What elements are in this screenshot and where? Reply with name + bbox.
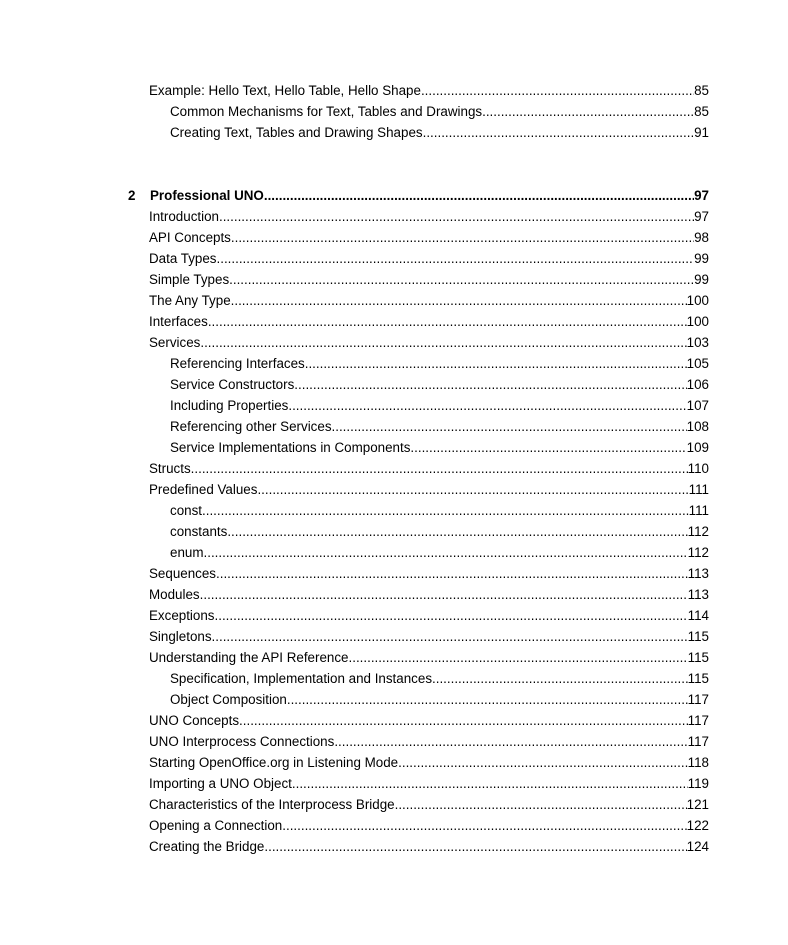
toc-entry[interactable] [0,689,709,710]
dot-leader [217,248,695,269]
toc-entry-page-number: 108 [686,419,709,434]
toc-entry-title: Simple Types [149,272,230,287]
toc-entry[interactable] [0,500,709,521]
toc-entry[interactable] [0,731,709,752]
toc-entry-title: Creating Text, Tables and Drawing Shapes [170,125,423,140]
dot-leader [231,227,694,248]
toc-entry-title: Predefined Values [149,482,258,497]
toc-entry-title: enum [170,545,204,560]
toc-entry-page-number: 97 [694,209,709,224]
toc-entry-title: Creating the Bridge [149,839,265,854]
dot-leader [395,794,687,815]
toc-entry[interactable] [0,563,709,584]
dot-leader [398,752,688,773]
dot-leader [410,437,686,458]
dot-leader [202,500,689,521]
section-gap [0,143,788,185]
dot-leader [239,710,688,731]
toc-entry-title: UNO Interprocess Connections [149,734,335,749]
toc-entry-page-number: 100 [686,293,709,308]
toc-top-section [0,80,788,143]
toc-entry-page-number: 122 [686,818,709,833]
toc-entry-title: Importing a UNO Object [149,776,292,791]
toc-entry-title: Sequences [149,566,217,581]
dot-leader [257,479,688,500]
toc-entry-page-number: 110 [687,461,709,476]
dot-leader [288,395,686,416]
dot-leader [191,458,688,479]
dot-leader [204,542,688,563]
toc-entry[interactable] [0,395,709,416]
dot-leader [264,185,694,206]
toc-entry[interactable] [0,773,709,794]
toc-entry[interactable] [0,542,709,563]
toc-entry[interactable] [0,458,709,479]
toc-entry-title: The Any Type [149,293,231,308]
toc-entry-title: Including Properties [170,398,289,413]
toc-entry-page-number: 117 [687,713,709,728]
toc-entry[interactable] [0,836,709,857]
toc-entry-page-number: 119 [687,776,709,791]
toc-entry-title: Structs [149,461,191,476]
toc-entry-title: const [170,503,203,518]
toc-entry[interactable] [0,521,709,542]
dot-leader [200,332,686,353]
dot-leader [305,353,687,374]
toc-entry[interactable] [0,584,709,605]
dot-leader [231,290,687,311]
toc-entry[interactable] [0,605,709,626]
toc-entry-page-number: 115 [687,650,709,665]
dot-leader [292,773,688,794]
dot-leader [227,521,687,542]
toc-entry-page-number: 111 [688,503,709,518]
toc-entry[interactable] [0,626,709,647]
dot-leader [287,689,688,710]
toc-entry-page-number: 117 [687,692,709,707]
toc-entry[interactable] [0,290,709,311]
toc-entry[interactable] [0,668,709,689]
toc-entry-page-number: 105 [686,356,709,371]
toc-entry-page-number: 107 [686,398,709,413]
toc-entry-title: Example: Hello Text, Hello Table, Hello Shape [149,83,421,98]
dot-leader [423,122,695,143]
toc-entry-title: Specification, Implementation and Instances [170,671,433,686]
toc-entry-title: Interfaces [149,314,208,329]
chapter-title: Professional UNO [150,188,264,203]
toc-entry[interactable] [0,227,709,248]
toc-entry-page-number: 117 [687,734,709,749]
toc-entry-page-number: 85 [694,104,709,119]
toc-entry-page-number: 99 [694,272,709,287]
toc-entry-page-number: 99 [694,251,709,266]
chapter-number: 2 [128,188,136,203]
toc-entry-page-number: 111 [688,482,709,497]
toc-entry-page-number: 118 [687,755,709,770]
toc-entry-title: Referencing Interfaces [170,356,305,371]
toc-entry-title: UNO Concepts [149,713,240,728]
toc-entry[interactable] [0,479,709,500]
toc-entry-page-number: 109 [686,440,709,455]
table-of-contents [0,80,788,857]
toc-entry-title: API Concepts [149,230,231,245]
dot-leader [215,605,688,626]
toc-entry-page-number: 91 [694,125,709,140]
toc-entry-page-number: 113 [687,587,709,602]
toc-entry-page-number: 121 [686,797,709,812]
dot-leader [208,311,687,332]
toc-entry-title: Common Mechanisms for Text, Tables and Drawings [170,104,483,119]
toc-entry[interactable] [0,269,709,290]
toc-entry-title: Characteristics of the Interprocess Bridge [149,797,395,812]
toc-entry-title: Introduction [149,209,219,224]
toc-entry-title: Exceptions [149,608,215,623]
toc-entry-title: Modules [149,587,200,602]
toc-entry[interactable] [0,710,709,731]
dot-leader [229,269,694,290]
toc-entry-title: Services [149,335,201,350]
toc-entry-title: Referencing other Services [170,419,332,434]
toc-entry-page-number: 114 [687,608,709,623]
toc-entry-page-number: 103 [686,335,709,350]
toc-entry[interactable] [0,311,709,332]
dot-leader [264,836,686,857]
toc-chapter-heading[interactable] [0,185,709,206]
dot-leader [421,80,694,101]
toc-entry[interactable] [0,647,709,668]
toc-entry[interactable] [0,80,709,101]
toc-entry-page-number: 112 [687,524,709,539]
dot-leader [482,101,694,122]
toc-entry[interactable] [0,752,709,773]
toc-entry-title: constants [170,524,228,539]
dot-leader [212,626,688,647]
toc-entry[interactable] [0,374,709,395]
dot-leader [334,731,687,752]
dot-leader [294,374,686,395]
toc-entry-title: Service Implementations in Components [170,440,411,455]
toc-entry-page-number: 98 [694,230,709,245]
dot-leader [219,206,694,227]
toc-entry[interactable] [0,815,709,836]
toc-entry-page-number: 112 [687,545,709,560]
toc-entry-page-number: 100 [686,314,709,329]
toc-entry[interactable] [0,332,709,353]
toc-entry[interactable] [0,353,709,374]
toc-entry-page-number: 113 [687,566,709,581]
dot-leader [332,416,687,437]
toc-entry[interactable] [0,248,709,269]
toc-entry-title: Starting OpenOffice.org in Listening Mode [149,755,399,770]
dot-leader [432,668,688,689]
toc-entry-page-number: 115 [687,629,709,644]
chapter-page-number: 97 [694,188,709,203]
toc-entry-page-number: 115 [687,671,709,686]
dot-leader [200,584,688,605]
toc-entry[interactable] [0,437,709,458]
toc-entry[interactable] [0,416,709,437]
toc-entry[interactable] [0,122,709,143]
toc-chapter-entries [0,206,788,857]
toc-entry[interactable] [0,794,709,815]
toc-entry-page-number: 85 [694,83,709,98]
toc-entry-title: Singletons [149,629,212,644]
toc-entry-title: Object Composition [170,692,287,707]
dot-leader [349,647,688,668]
toc-entry-title: Service Constructors [170,377,295,392]
toc-entry[interactable] [0,101,709,122]
toc-entry[interactable] [0,206,709,227]
dot-leader [216,563,688,584]
toc-entry-title: Opening a Connection [149,818,283,833]
toc-entry-page-number: 106 [686,377,709,392]
toc-entry-title: Understanding the API Reference [149,650,349,665]
dot-leader [282,815,686,836]
toc-entry-page-number: 124 [686,839,709,854]
toc-entry-title: Data Types [149,251,217,266]
